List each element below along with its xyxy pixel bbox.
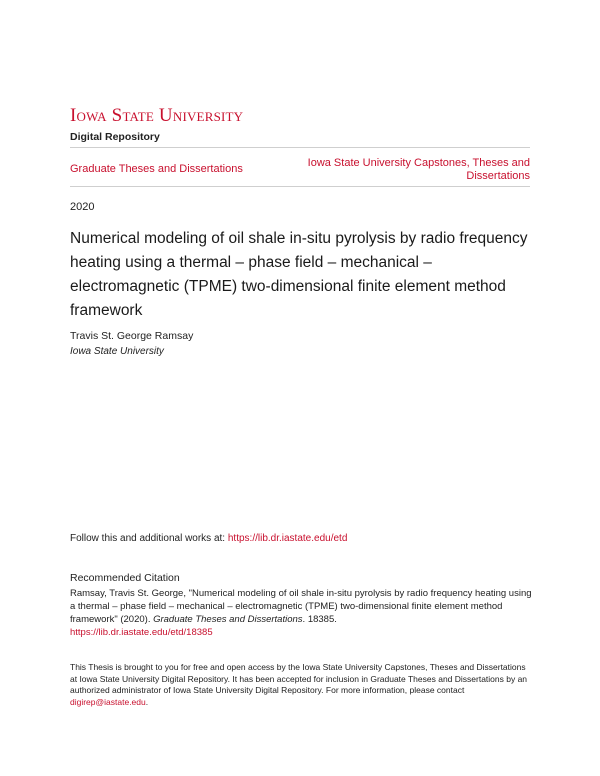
- follow-link[interactable]: https://lib.dr.iastate.edu/etd: [227, 533, 348, 544]
- author-name: Travis St. George Ramsay: [70, 330, 194, 342]
- citation-series: Graduate Theses and Dissertations: [153, 614, 303, 625]
- citation-number: . 18385.: [302, 614, 337, 625]
- follow-text: Follow this and additional works at:: [70, 533, 228, 544]
- follow-line: [70, 533, 347, 544]
- access-notice: [70, 662, 535, 708]
- publication-year: 2020: [70, 201, 95, 213]
- notice-end: .: [145, 696, 149, 707]
- document-title: Numerical modeling of oil shale in-situ pyrolysis by radio frequency heating using a thermal – phase field – mechanical – electromagnetic (TPME) two-dimensional finite element method framework: [70, 230, 528, 319]
- notice-text: This Thesis is brought to you for free and open access by the Iowa State University Capstones, Theses and Dissertations at Iowa State University Digital Repository. It has been accepted for inclusion in Graduate Theses and Dissertations by an authorized administrator of Iowa State University Digital Repository. For more information, please contact: [70, 662, 528, 695]
- logo-wordmark-text: Iowa State University: [70, 105, 244, 125]
- citation-text: [70, 587, 535, 639]
- bottom-divider: [70, 186, 530, 187]
- top-divider: [70, 147, 530, 148]
- author-affiliation: Iowa State University: [70, 346, 164, 357]
- citation-heading: Recommended Citation: [70, 572, 180, 584]
- logo-subtitle: Digital Repository: [70, 131, 160, 143]
- university-logo: [70, 105, 282, 143]
- collection-link-graduate[interactable]: Graduate Theses and Dissertations: [70, 163, 243, 175]
- logo-wordmark-graphic: [70, 105, 282, 125]
- contact-email-link[interactable]: digirep@iastate.edu: [70, 696, 146, 707]
- collection-link-capstones[interactable]: Iowa State University Capstones, Theses and Dissertations: [307, 157, 530, 182]
- logo-wordmark: [70, 105, 282, 130]
- citation-body: Ramsay, Travis St. George, "Numerical modeling of oil shale in-situ pyrolysis by radio frequency heating using a thermal – phase field – mechanical – electromagnetic (TPME) two-dimensional finite element method framework" (2020).: [70, 588, 532, 625]
- citation-link[interactable]: https://lib.dr.iastate.edu/etd/18385: [70, 627, 213, 638]
